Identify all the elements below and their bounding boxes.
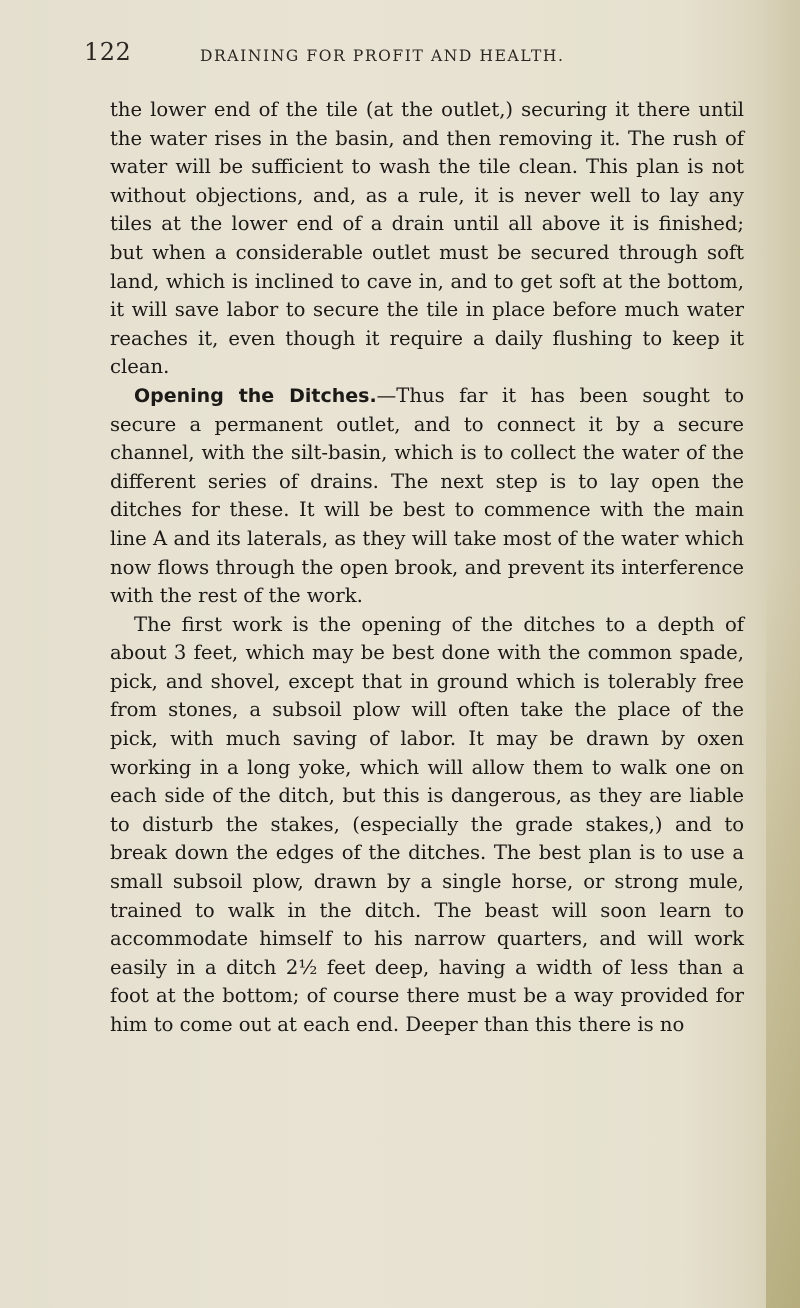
running-head: DRAINING FOR PROFIT AND HEALTH. — [200, 47, 565, 65]
paragraph-1-text: the lower end of the tile (at the outlet,) securing it there until the water rises in the basin, and then removing it. The rush of water will be sufficient to wash the tile clean. This plan is not without objections, and, as a rule, it is never well to lay any tiles at the lower end of a drain until all above it is finished; but when a considerable outlet must be secured through soft land, which is inclined to cave in, and to get soft at the bottom, it will save labor to secure the tile in place before much water reaches it, even though it require a daily flushing to keep it clean. — [110, 98, 744, 379]
paragraph-2 — [110, 382, 744, 611]
body-text — [110, 96, 744, 1040]
paragraph-1 — [110, 96, 744, 382]
paragraph-3-text: The first work is the opening of the ditches to a depth of about 3 feet, which may be best done with the common spade, pick, and shovel, except that in ground which is tolerably free from stones, a subsoil plow will often take the place of the pick, with much saving of labor. It may be drawn by oxen working in a long yoke, which will allow them to walk one on each side of the ditch, but this is dangerous, as they are liable to disturb the stakes, (especially the grade stakes,) and to break down the edges of the ditches. The best plan is to use a small subsoil plow, drawn by a single horse, or strong mule, trained to walk in the ditch. The beast will soon learn to accommodate himself to his narrow quarters, and will work easily in a ditch 2½ feet deep, having a width of less than a foot at the bottom; of course there must be a way provided for him to come out at each end. Deeper than this there is no — [110, 612, 744, 1036]
paragraph-3 — [110, 611, 744, 1040]
page-number: 122 — [84, 38, 132, 66]
page-edge-stain — [766, 560, 800, 1308]
section-heading-opening-the-ditches: Opening the Ditches. — [134, 384, 377, 407]
paragraph-2-text: —Thus far it has been sought to secure a permanent outlet, and to connect it by a secure channel, with the silt-basin, which is to collect the water of the different series of drains. The next step is to lay open the ditches for these. It will be best to commence with the main line A and its laterals, as they will take most of the water which now flows through the open brook, and prevent its interference with the rest of the work. — [110, 383, 744, 608]
page-header — [0, 38, 800, 78]
